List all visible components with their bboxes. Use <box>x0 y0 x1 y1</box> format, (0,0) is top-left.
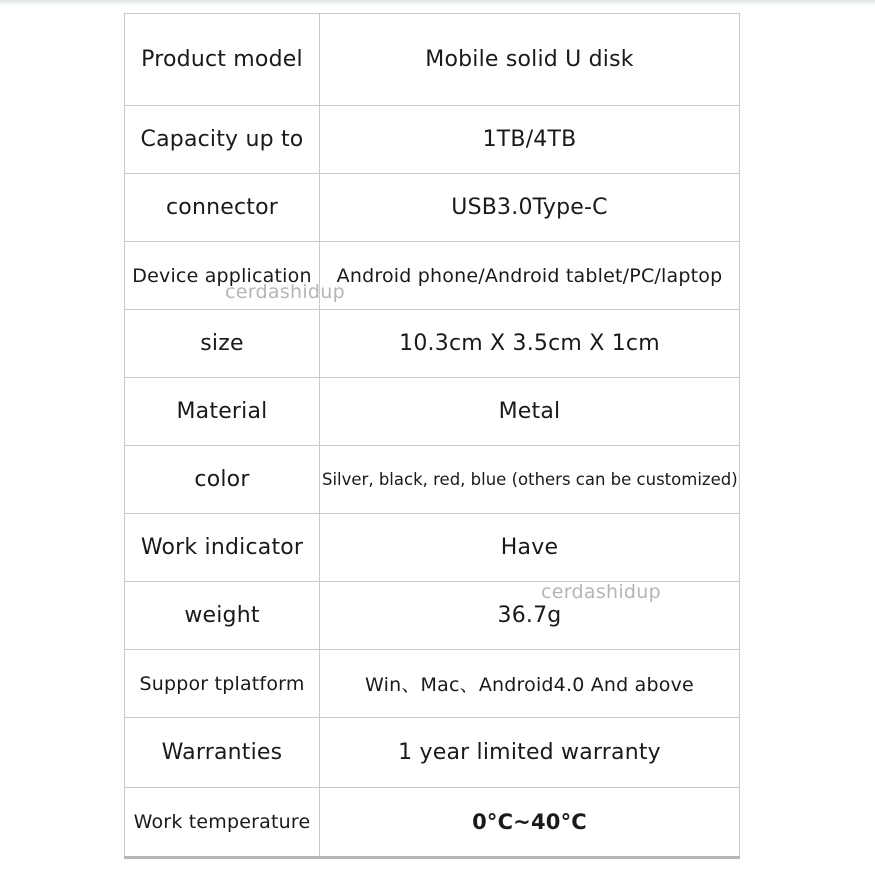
table-row <box>125 378 740 446</box>
spec-label: Capacity up to <box>125 106 320 174</box>
table-row <box>125 242 740 310</box>
spec-label: weight <box>125 582 320 650</box>
spec-label: Device application <box>125 242 320 310</box>
spec-value: 1 year limited warranty <box>320 718 740 788</box>
spec-value: 1TB/4TB <box>320 106 740 174</box>
spec-label: Material <box>125 378 320 446</box>
table-row <box>125 514 740 582</box>
spec-value: Win、Mac、Android4.0 And above <box>320 650 740 718</box>
spec-value: 10.3cm X 3.5cm X 1cm <box>320 310 740 378</box>
spec-label: Product model <box>125 14 320 106</box>
spec-value: 0°C~40°C <box>320 788 740 858</box>
spec-label: Work temperature <box>125 788 320 858</box>
table-row <box>125 788 740 858</box>
top-edge-shade <box>0 0 875 6</box>
spec-value: Have <box>320 514 740 582</box>
spec-value: Android phone/Android tablet/PC/laptop <box>320 242 740 310</box>
spec-label: Warranties <box>125 718 320 788</box>
table-row <box>125 718 740 788</box>
spec-value: Silver, black, red, blue (others can be customized) <box>320 446 740 514</box>
table-row <box>125 174 740 242</box>
watermark-text: cerdashidup <box>541 581 661 603</box>
table-row <box>125 106 740 174</box>
table-row <box>125 446 740 514</box>
spec-label: color <box>125 446 320 514</box>
table-row <box>125 650 740 718</box>
spec-label: Work indicator <box>125 514 320 582</box>
spec-label: connector <box>125 174 320 242</box>
spec-value: 36.7g <box>320 582 740 650</box>
spec-label: Suppor tplatform <box>125 650 320 718</box>
spec-value: Metal <box>320 378 740 446</box>
watermark-text: cerdashidup <box>225 281 345 303</box>
table-row <box>125 310 740 378</box>
product-spec-table <box>124 13 740 859</box>
spec-value: Mobile solid U disk <box>320 14 740 106</box>
spec-value: USB3.0Type-C <box>320 174 740 242</box>
table-row <box>125 14 740 106</box>
spec-label: size <box>125 310 320 378</box>
